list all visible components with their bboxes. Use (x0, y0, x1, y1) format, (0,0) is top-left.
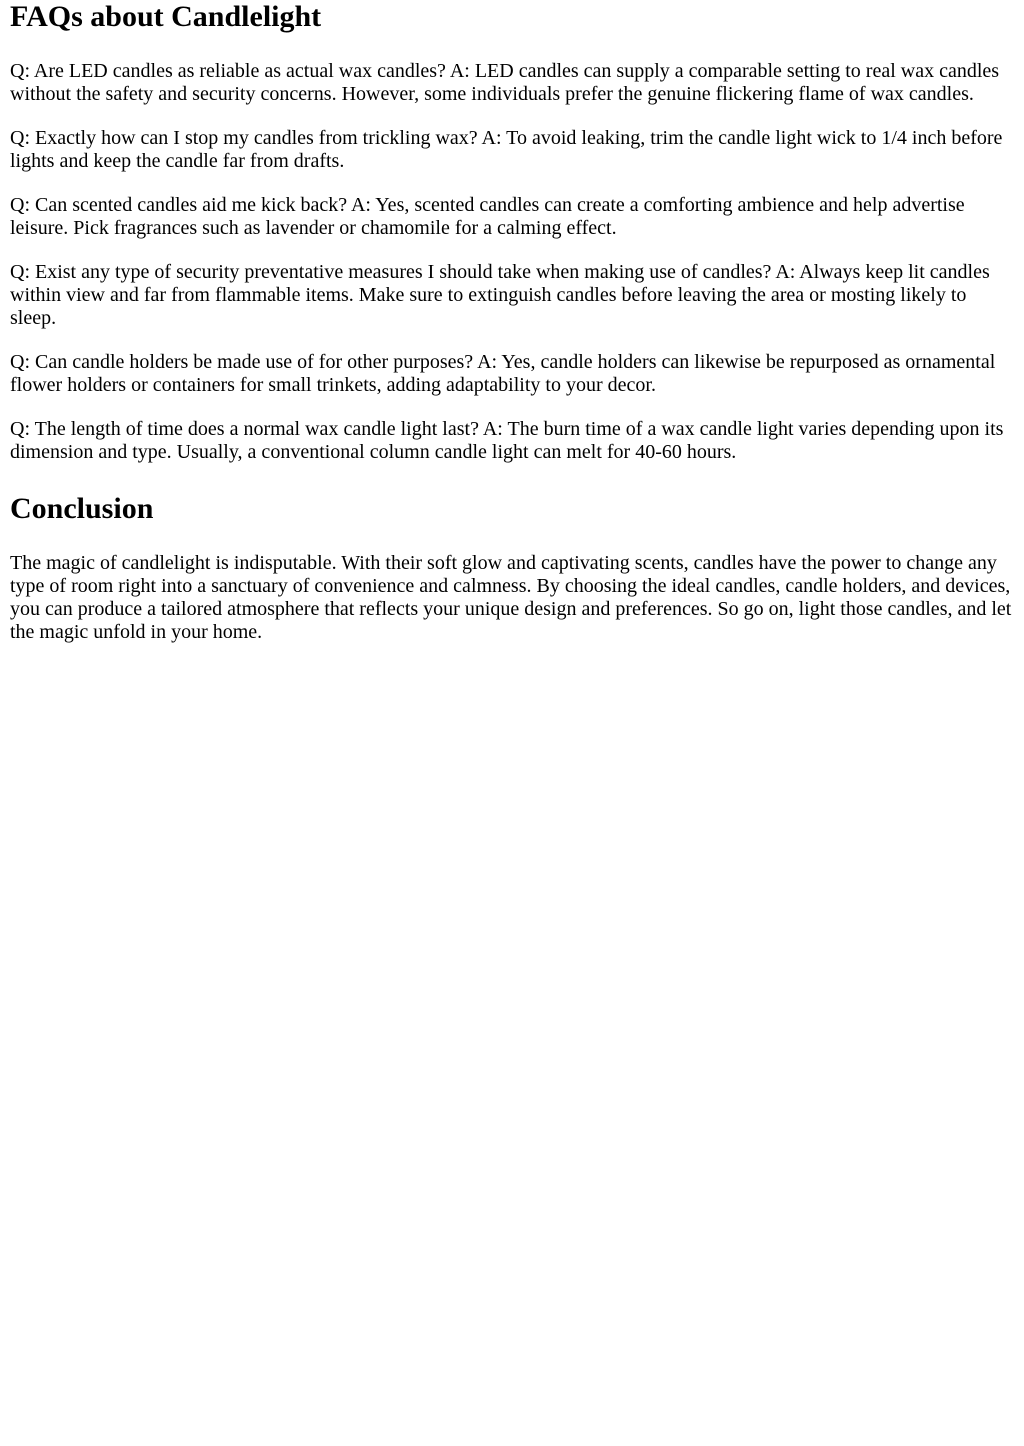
faq-list (10, 60, 1014, 464)
faq-item: Q: Exist any type of security preventative measures I should take when making use of candles? A: Always keep lit candles within view and far from flammable items. Make sure to extinguish candles before leaving the area or mosting likely to sleep. (10, 261, 990, 329)
conclusion-heading: Conclusion (10, 492, 154, 525)
faq-item: Q: Are LED candles as reliable as actual wax candles? A: LED candles can supply a comparable setting to real wax candles without the safety and security concerns. However, some individuals prefer the genuine flickering flame of wax candles. (10, 60, 1000, 105)
faq-item: Q: The length of time does a normal wax candle light last? A: The burn time of a wax candle light varies depending upon its dimension and type. Usually, a conventional column candle light can melt for 40-60 hours. (10, 418, 1004, 463)
faq-heading: FAQs about Candlelight (10, 0, 322, 33)
conclusion-paragraph: The magic of candlelight is indisputable. With their soft glow and captivating scents, candles have the power to change any type of room right into a sanctuary of convenience and calmness. By choosing the ideal candles, candle holders, and devices, you can produce a tailored atmosphere that reflects your unique design and preferences. So go on, light those candles, and let the magic unfold in your home. (10, 552, 1012, 643)
faq-item: Q: Can candle holders be made use of for other purposes? A: Yes, candle holders can likewise be repurposed as ornamental flower holders or containers for small trinkets, adding adaptability to your decor. (10, 351, 996, 396)
article (0, 0, 1024, 644)
faq-item: Q: Can scented candles aid me kick back? A: Yes, scented candles can create a comforting ambience and help advertise leisure. Pick fragrances such as lavender or chamomile for a calming effect. (10, 194, 965, 239)
faq-item: Q: Exactly how can I stop my candles from trickling wax? A: To avoid leaking, trim the candle light wick to 1/4 inch before lights and keep the candle far from drafts. (10, 127, 1003, 172)
